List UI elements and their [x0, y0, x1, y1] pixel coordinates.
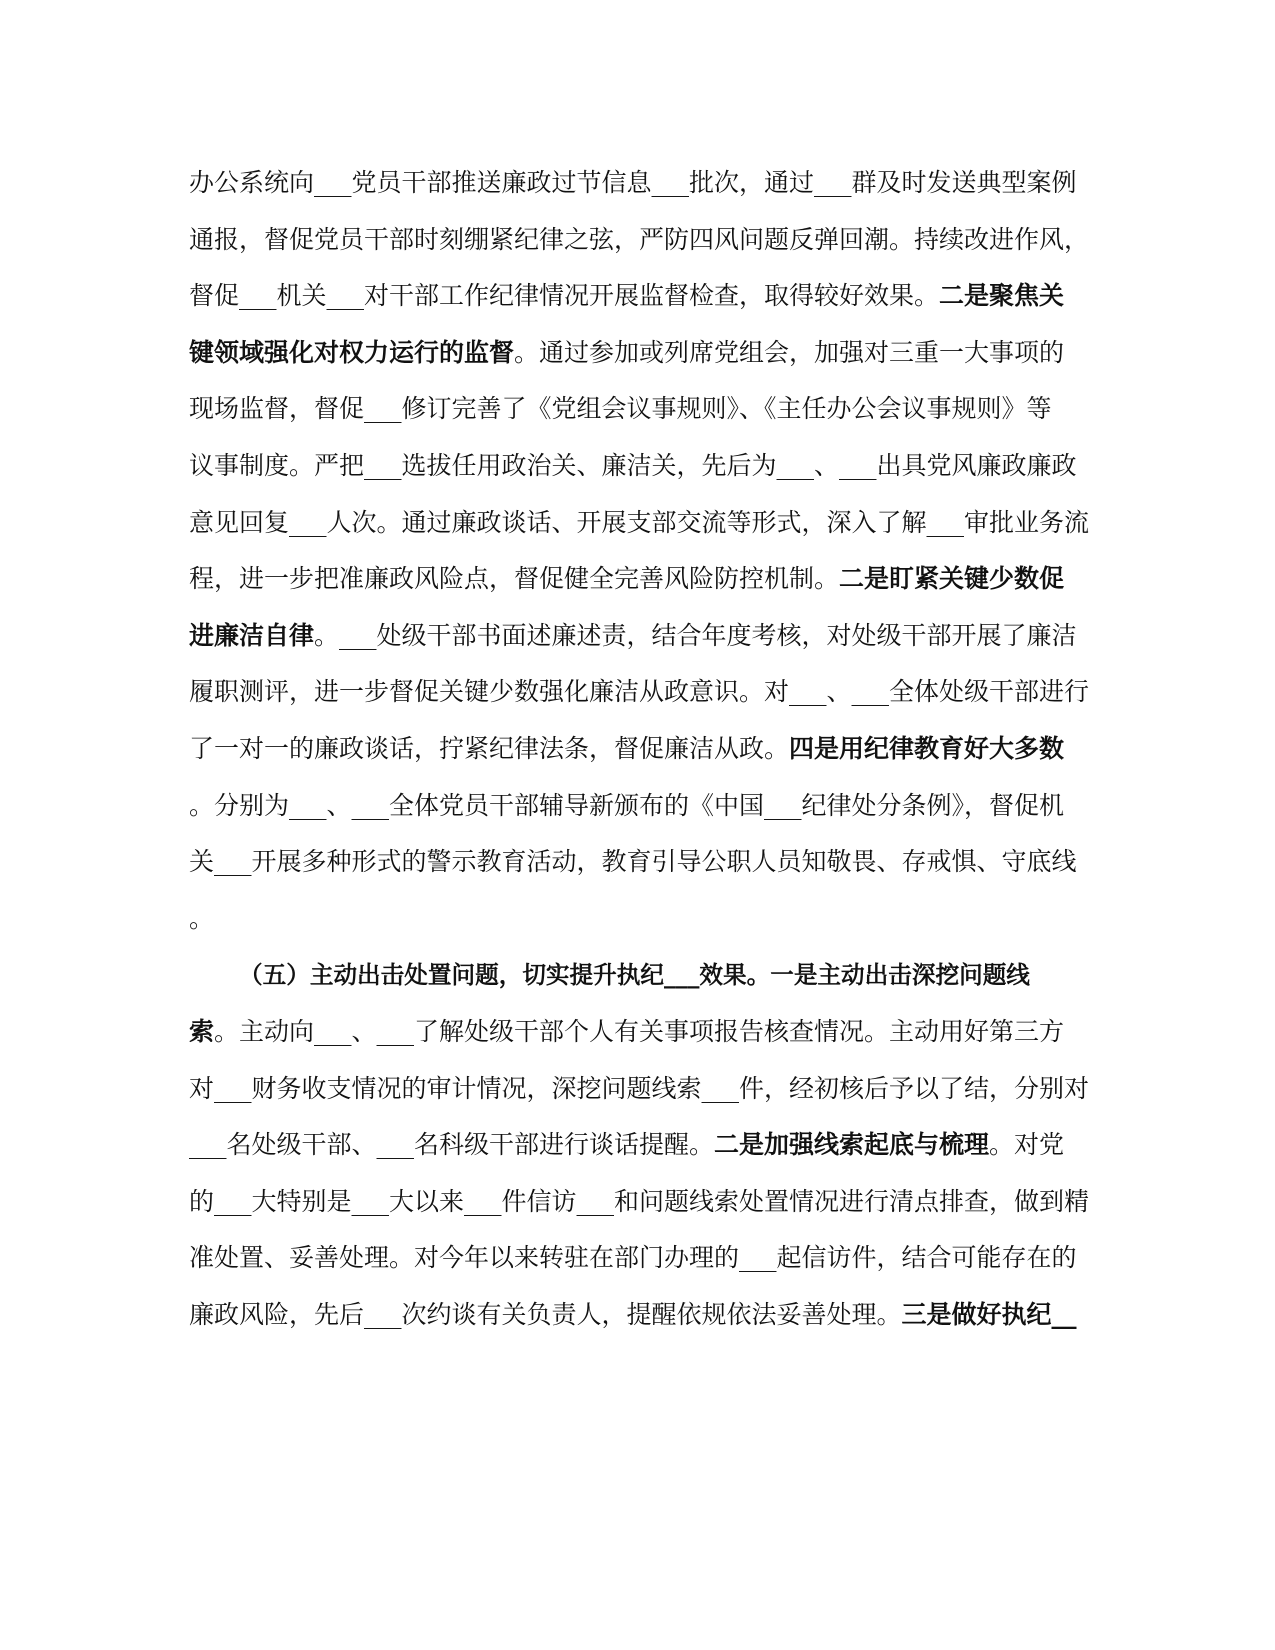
bold-text-run: 键领域强化对权力运行的监督 — [189, 337, 515, 367]
text-line — [189, 1182, 1089, 1222]
text-line — [189, 786, 1089, 826]
text-run: 准处置、妥善处理。对今年以来转驻在部门办理的___起信访件，结合可能存在的 — [189, 1243, 1077, 1273]
text-line — [189, 389, 1089, 429]
text-run: 通报，督促党员干部时刻绷紧纪律之弦，严防四风问题反弹回潮。持续改进作风， — [189, 224, 1090, 254]
text-run: 。 — [189, 903, 215, 933]
text-run: 意见回复___人次。通过廉政谈话、开展支部交流等形式，深入了解___审批业务流 — [189, 507, 1090, 537]
text-run: 履职测评，进一步督促关键少数强化廉洁从政意识。对___、___全体处级干部进行 — [189, 677, 1090, 707]
text-line — [189, 842, 1089, 882]
bold-text-run: （五）主动出击处置问题，切实提升执纪___效果。一是主动出击深挖问题线 — [239, 961, 1030, 990]
text-run: 了一对一的廉政谈话，拧紧纪律法条，督促廉洁从政。 — [189, 734, 790, 763]
text-line — [189, 729, 1089, 769]
text-line — [189, 672, 1089, 712]
bold-text-run: 二是盯紧关键少数促 — [839, 564, 1065, 594]
text-line — [189, 1295, 1089, 1335]
text-line — [239, 955, 1139, 995]
text-line — [189, 1125, 1089, 1165]
text-run: ___名处级干部、___名科级干部进行谈话提醒。 — [189, 1130, 715, 1160]
text-line — [189, 1069, 1089, 1109]
text-run: 关___开展多种形式的警示教育活动，教育引导公职人员知敬畏、存戒惧、守底线 — [189, 847, 1077, 877]
text-run: 现场监督，督促___修订完善了《党组会议事规则》、《主任办公会议事规则》等 — [189, 394, 1052, 424]
text-line — [189, 333, 1089, 373]
bold-text-run: 四是用纪律教育好大多数 — [789, 734, 1065, 763]
text-line — [189, 446, 1089, 486]
text-run: 督促___机关___对干部工作纪律情况开展监督检查，取得较好效果。 — [189, 281, 940, 311]
text-line — [189, 1012, 1089, 1052]
text-run: 办公系统向___党员干部推送廉政过节信息___批次，通过___群及时发送典型案例 — [189, 168, 1077, 197]
text-line — [189, 616, 1089, 656]
text-line — [189, 163, 1089, 203]
text-line — [189, 503, 1089, 543]
text-run: 的___大特别是___大以来___件信访___和问题线索处置情况进行清点排查，做到精 — [189, 1186, 1090, 1216]
bold-text-run: 进廉洁自律 — [189, 620, 315, 650]
text-run: 议事制度。严把___选拔任用政治关、廉洁关，先后为___、___出具党风廉政廉政 — [189, 451, 1077, 480]
text-run: 廉政风险，先后___次约谈有关负责人，提醒依规依法妥善处理。 — [189, 1300, 902, 1329]
bold-text-run: 索 — [189, 1017, 215, 1046]
text-run: 程，进一步把准廉政风险点，督促健全完善风险防控机制。 — [189, 564, 840, 594]
text-line — [189, 276, 1089, 316]
text-run: 。主动向___、___了解处级干部个人有关事项报告核查情况。主动用好第三方 — [214, 1017, 1065, 1046]
text-run: 。___处级干部书面述廉述责，结合年度考核，对处级干部开展了廉洁 — [314, 620, 1077, 650]
bold-text-run: 二是聚焦关 — [939, 281, 1065, 311]
text-run: 。通过参加或列席党组会，加强对三重一大事项的 — [514, 337, 1065, 367]
text-line — [189, 559, 1089, 599]
text-line — [189, 220, 1089, 260]
bold-text-run: 三是做好执纪__ — [901, 1300, 1077, 1329]
bold-text-run: 二是加强线索起底与梳理 — [714, 1130, 990, 1160]
text-run: 。分别为___、___全体党员干部辅导新颁布的《中国___纪律处分条例》，督促机 — [189, 790, 1065, 820]
text-run: 。对党 — [989, 1130, 1065, 1160]
text-line — [189, 1238, 1089, 1278]
text-run: 对___财务收支情况的审计情况，深挖问题线索___件，经初核后予以了结，分别对 — [189, 1073, 1090, 1103]
text-line — [189, 899, 1089, 939]
